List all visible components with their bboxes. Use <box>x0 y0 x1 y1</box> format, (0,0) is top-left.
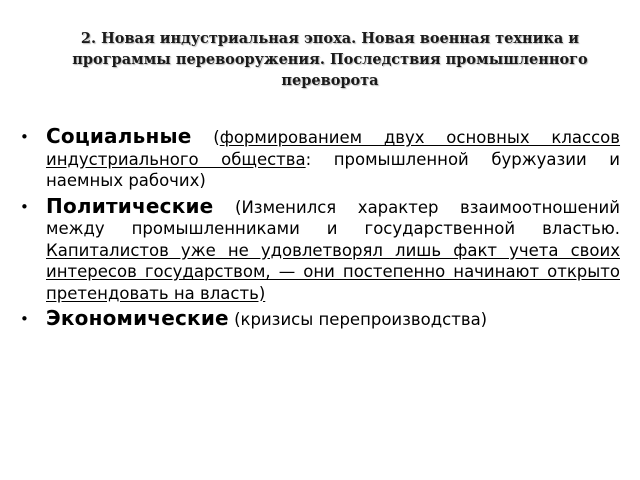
bullet-heading: Политические <box>46 193 214 218</box>
bullet-economic <box>18 308 620 331</box>
bullet-political <box>18 193 620 305</box>
bullet-list <box>18 126 620 335</box>
bullet-text: (кризисы перепроизводства) <box>228 310 488 329</box>
bullet-heading: Социальные <box>46 124 192 148</box>
bullet-text: : промышленной буржуазии и наемных рабочих) <box>46 149 620 190</box>
bullet-dot-icon: • <box>20 128 29 146</box>
slide-title: 2. Новая индустриальная эпоха. Новая военная техника и программы перевооружения. Последствия промышленного переворота <box>72 30 588 89</box>
bullet-social <box>18 126 620 192</box>
bullet-underlined-text: формированием двух основных классов индустриального общества <box>46 128 621 169</box>
bullet-open-paren: ( <box>191 128 220 147</box>
bullet-underlined-text: Капиталистов уже не удовлетворял лишь факт учета своих интересов государством, — они постепенно начинают открыто претендовать на власть) <box>46 240 620 303</box>
bullet-heading: Экономические <box>46 306 229 330</box>
bullet-dot-icon: • <box>20 310 29 328</box>
bullet-dot-icon: • <box>20 197 29 216</box>
bullet-text: (Изменился характер взаимоотношений между промышленниками и государственной властью. <box>46 197 620 238</box>
